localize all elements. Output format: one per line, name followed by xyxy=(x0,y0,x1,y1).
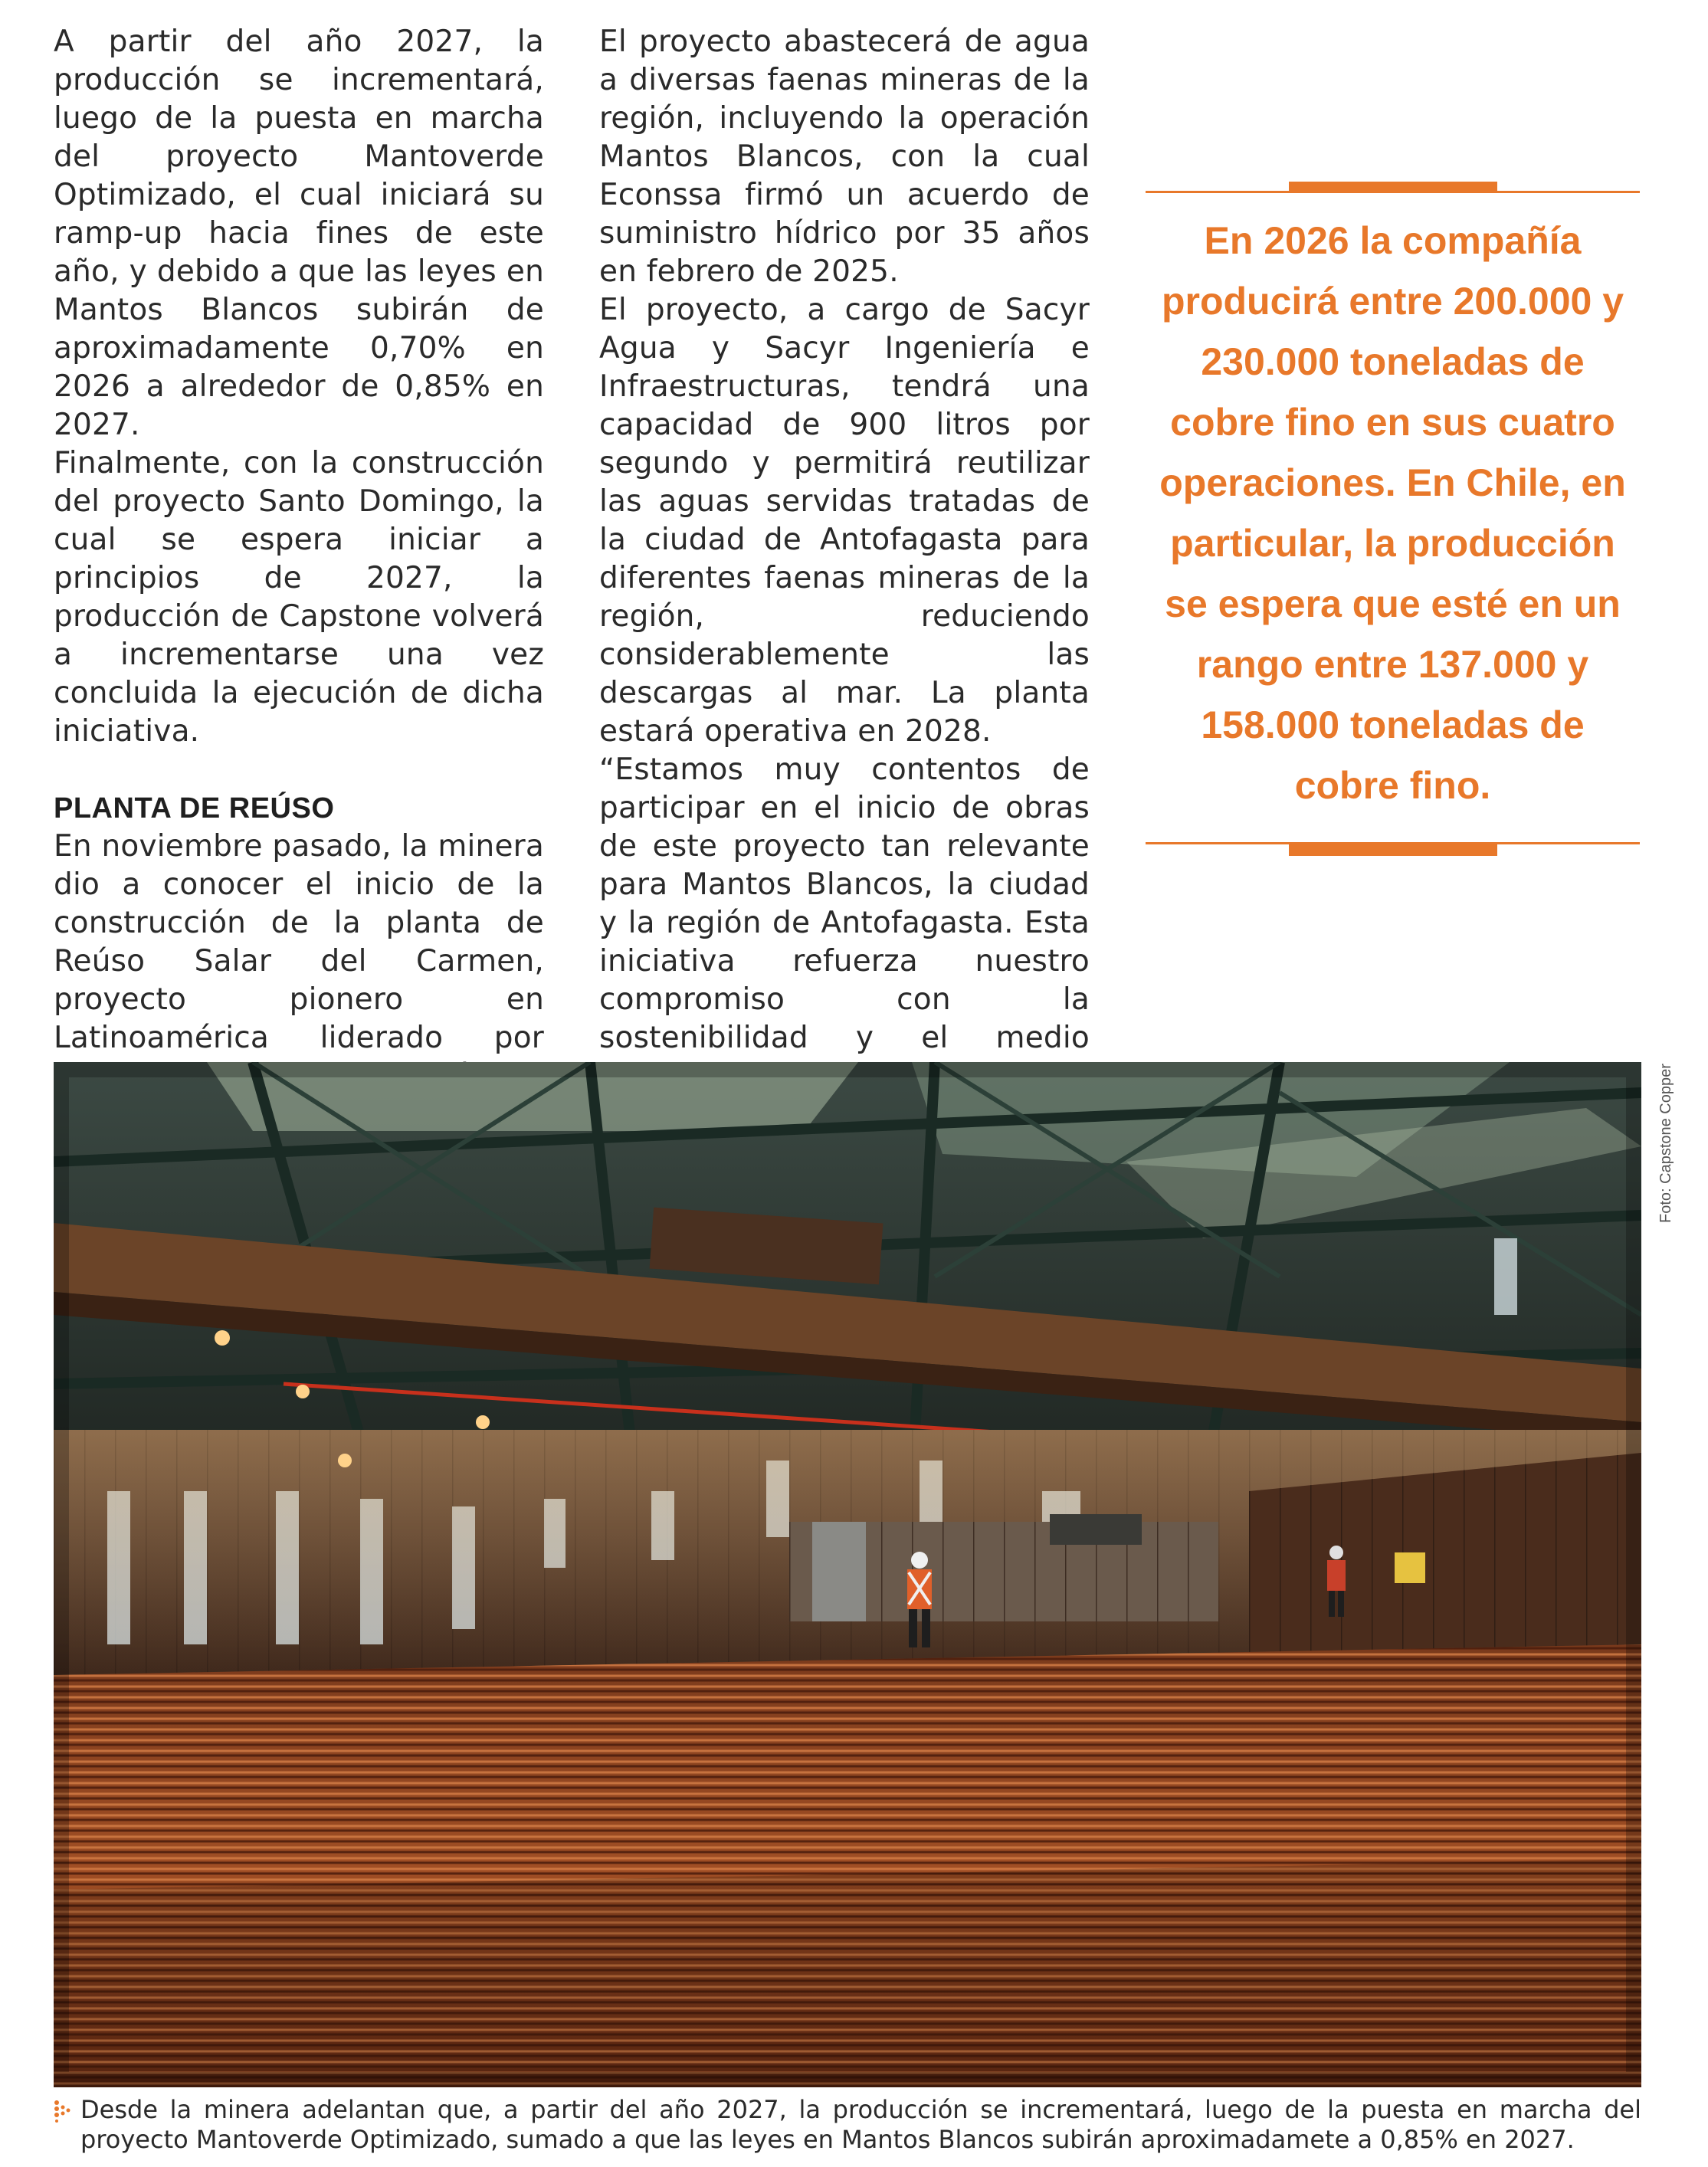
pull-quote-top-rule xyxy=(1146,191,1640,193)
body-paragraph: En noviembre pasado, la minera dio a conocer el inicio de la construcción de la planta de Reúso Salar del Carmen, proyecto pionero en Latinoamérica liderado por xyxy=(54,829,544,1055)
quote-paragraph: “Estamos muy contentos de participar en el inicio de obras de este proyecto tan relevante para Mantos Blancos, la ciudad y la región de Antofagasta. Esta iniciativa refuerza nuestro compromiso con la sostenibilidad y el medio xyxy=(599,752,1090,1055)
body-paragraph: A partir del año 2027, la producción se incrementará, luego de la puesta en marcha del proyecto Mantoverde Optimizado, el cual iniciará su ramp-up hacia fines de este año, y debido a que las leyes en Mantos Blancos subirán de aproximadamente 0,70% en 2026 a alrededor de 0,85% en 2027. xyxy=(54,25,544,442)
warehouse-photo-illustration xyxy=(54,1062,1641,2087)
photo-credit-text: Foto: Capstone Copper xyxy=(1657,1064,1674,1223)
caption-bullet-icon xyxy=(54,2100,72,2123)
photo-caption-text: Desde la minera adelantan que, a partir del año 2027, la producción se incrementará, luego de la puesta en marcha del proyecto Mantoverde Optimizado, sumado a que las leyes en Mantos Blancos subirán aproximadamete a 0,85% en 2027. xyxy=(80,2095,1641,2154)
body-paragraph: El proyecto abastecerá de agua a diversas faenas mineras de la región, incluyendo la operación Mantos Blancos, con la cual Econssa firmó un acuerdo de suministro hídrico por 35 años en febrero de 2025. xyxy=(599,25,1090,289)
section-subheading: PLANTA DE REÚSO xyxy=(54,792,335,825)
warehouse-photo xyxy=(54,1062,1641,2087)
body-paragraph: El proyecto, a cargo de Sacyr Agua y Sacyr Ingeniería e Infraestructuras, tendrá una capacidad de 900 litros por segundo y permitirá reutilizar las aguas servidas tratadas de la ciudad de Antofagasta para diferentes faenas mineras de la región, reduciendo considerablemente las descargas al mar. La planta estará operativa en 2028. xyxy=(599,293,1090,749)
pull-quote-text: En 2026 la compañía producirá entre 200.000 y 230.000 toneladas de cobre fino en sus cuatro operaciones. En Chile, en particular, la producción se espera que esté en un rango entre 137.000 y 158.000 toneladas de cobre fino. xyxy=(1159,219,1626,807)
photo-credit xyxy=(1651,1062,1679,1223)
pull-quote-bottom-accent xyxy=(1289,844,1497,856)
body-paragraph: Finalmente, con la construcción del proyecto Santo Domingo, la cual se espera iniciar a principios de 2027, la producción de Capstone volverá a incrementarse una vez concluida la ejecución de dicha iniciativa. xyxy=(54,446,544,749)
